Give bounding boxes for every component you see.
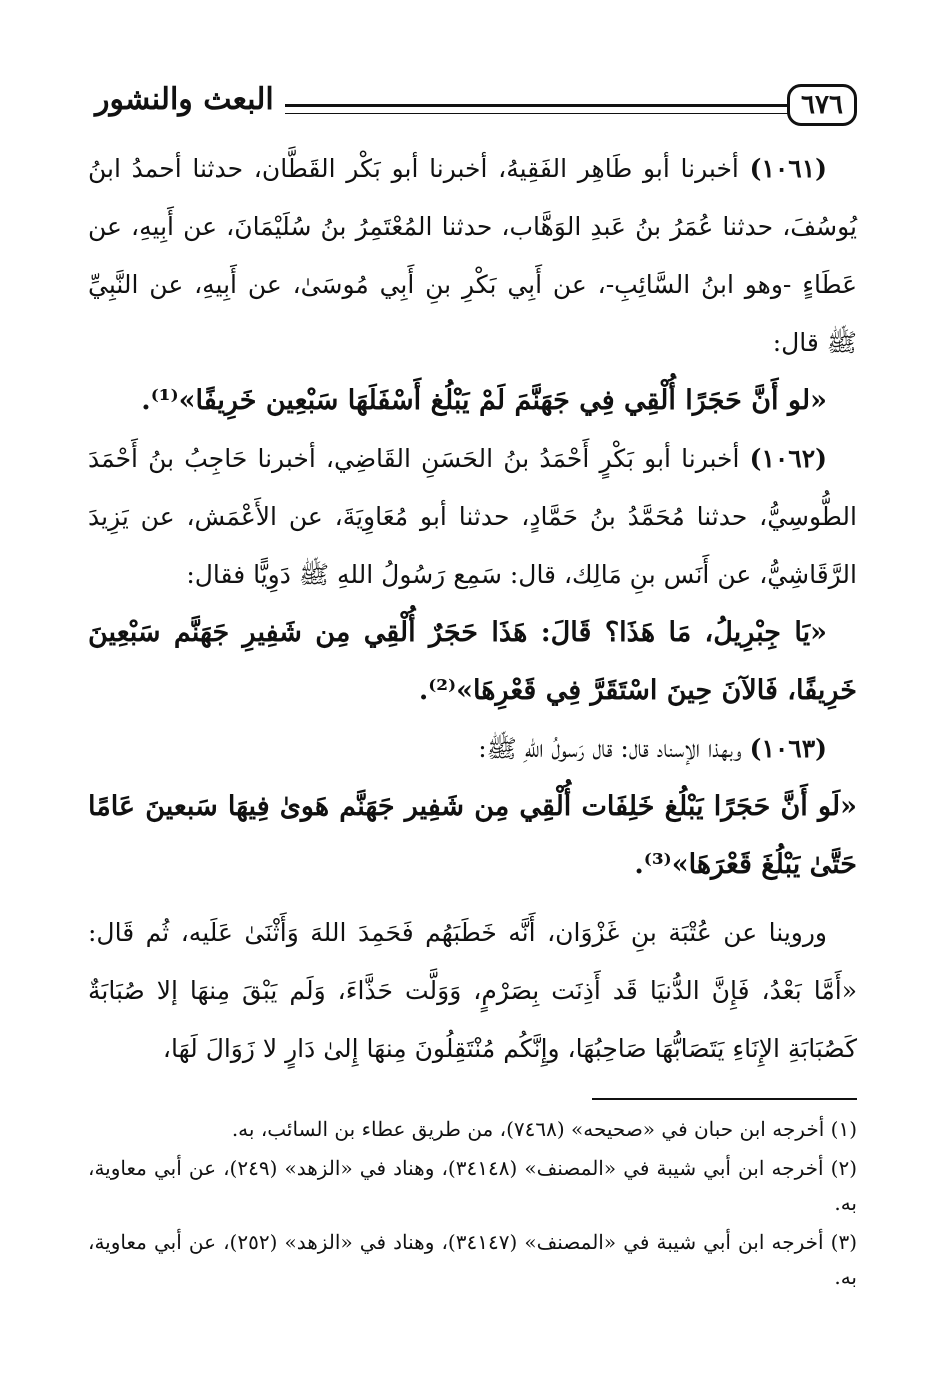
paragraph-1061 [88,140,857,372]
paragraph-utbah: وروينا عن عُتْبَة بنِ غَزْوَان، أَنَّه خَطَبَهُم فَحَمِدَ اللهَ وَأَثْنَىٰ عَلَيه، ثُم قَال: «أَمَّا بَعْدُ، فَإِنَّ الدُّنيَا قَد أَذِنَت بِصَرْمٍ، وَوَلَّت حَذَّاءَ، وَلَم يَبْقَ مِنهَا إلا صُبَابَةٌ كَصُبَابَةِ الإِنَاءِ يَتَصَابُّهَا صَاحِبُهَا، وإِنَّكُم مُنْتَقِلُونَ مِنهَا إِلىٰ دَارٍ لا زَوَالَ لَهَا، [88,918,857,1063]
footnotes [88,1112,857,1299]
header-rule [285,104,789,114]
paragraph-text: أخبرنا أبو بَكْرٍ أَحْمَدُ بنُ الحَسَنِ القَاضِي، أخبرنا حَاجِبُ بنُ أَحْمَدَ الطُّوسِيُّ، حدثنا مُحَمَّدُ بنُ حَمَّادٍ، حدثنا أبو مُعَاوِيَةَ، عن الأَعْمَش، عن يَزِيدَ الرَّقَاشِيُّ، عن أَنَس بنِ مَالِك، قال: سَمِع رَسُولُ اللهِ ﷺ دَوِيًّا فقال: [88,444,857,589]
hadith-number: (١٠٦١) [749,154,827,183]
page-number: ٦٧٦ [787,84,857,126]
hadith-number: (١٠٦٢) [749,444,827,473]
hadith-text-1062: «يَا جِبْرِيلُ، مَا هَذَا؟ قَالَ: هَذَا حَجَرٌ أُلْقِي مِن شَفِيرِ جَهَنَّم سَبْعِينَ خَرِيفًا، فَالآنَ حِينَ اسْتَقَرَّ فِي قَعْرِهَا»⁽²⁾. [88,617,857,706]
paragraph-1063 [88,720,857,778]
running-title: البعث والنشور [95,82,274,117]
footnote-3: (٣) أخرجه ابن أبي شيبة في «المصنف» (٣٤١٤٧)، وهناد في «الزهد» (٢٥٢)، عن أبي معاوية، به. [88,1230,858,1289]
paragraph-1062 [88,430,857,604]
hadith-text-1063: «لَو أَنَّ حَجَرًا يَبْلُغ خَلِفَات أُلْقِي مِن شَفِير جَهَنَّم هَوىٰ فِيهَا سَبعينَ عَامًا حَتَّىٰ يَبْلُغَ قَعْرَهَا»⁽³⁾. [88,791,857,880]
hadith-text-1061: «لو أَنَّ حَجَرًا أُلْقِي فِي جَهَنَّمَ لَمْ يَبْلُغ أَسْفَلَهَا سَبْعِين خَرِيفًا»⁽¹⁾. [141,385,827,416]
main-text [88,140,857,1078]
paragraph-text: وبهذا الإسناد قال: قال رَسولُ اللهِ ﷺ: [478,734,750,763]
footnote-1: (١) أخرجه ابن حبان في «صحيحه» (٧٤٦٨)، من طريق عطاء بن السائب، به. [231,1117,857,1141]
spacer [88,894,857,904]
page-header [95,82,857,132]
hadith-number: (١٠٦٣) [749,734,827,763]
footnote-2: (٢) أخرجه ابن أبي شيبة في «المصنف» (٣٤١٤٨)، وهناد في «الزهد» (٢٤٩)، عن أبي معاوية، به. [88,1156,858,1215]
paragraph-text: أخبرنا أبو طَاهِر الفَقِيهُ، أخبرنا أبو بَكْر القَطَّان، حدثنا أحمدُ ابنُ يُوسُفَ، حدثنا عُمَرُ بنُ عَبدِ الوَهَّاب، حدثنا المُعْتَمِرُ بنُ سُلَيْمَانَ، عن أَبِيهِ، عن عَطَاءٍ -وهو ابنُ السَّائِبِ-، عن أَبِي بَكْرِ بنِ أَبِي مُوسَىٰ، عن أَبِيهِ، عن النَّبِيِّ ﷺ قال: [88,154,857,357]
footnote-separator [592,1098,857,1100]
